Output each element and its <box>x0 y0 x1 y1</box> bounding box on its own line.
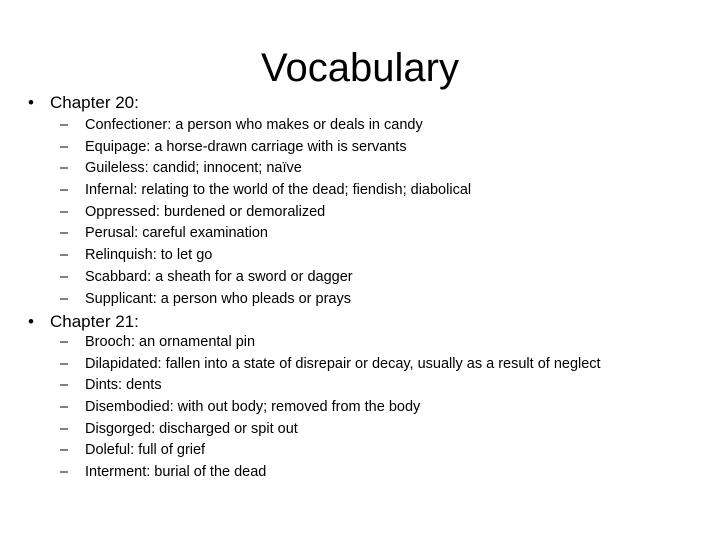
list-item-text: Scabbard: a sheath for a sword or dagger <box>85 268 353 285</box>
list-item <box>60 332 601 354</box>
list-item-text: Infernal: relating to the world of the dead; fiendish; diabolical <box>85 182 472 199</box>
dash-icon: – <box>60 203 69 220</box>
list-item <box>60 202 471 224</box>
bullet-icon: • <box>28 312 34 331</box>
list-item-text: Doleful: full of grief <box>85 442 206 459</box>
list-item <box>60 397 601 419</box>
list-item <box>60 180 471 202</box>
list-item-text: Dilapidated: fallen into a state of disrepair or decay, usually as a result of neglect <box>85 355 601 372</box>
list-item <box>60 115 471 137</box>
chapter-heading <box>28 92 139 114</box>
dash-icon: – <box>60 377 69 394</box>
list-item-text: Oppressed: burdened or demoralized <box>85 203 326 220</box>
list-item <box>60 137 471 159</box>
vocabulary-list <box>60 115 471 310</box>
list-item <box>60 158 471 180</box>
dash-icon: – <box>60 464 69 481</box>
list-item-text: Disembodied: with out body; removed from the body <box>85 399 421 416</box>
bullet-icon: • <box>28 93 34 112</box>
chapter-heading-label: Chapter 20: <box>50 93 139 112</box>
list-item-text: Disgorged: discharged or spit out <box>85 420 298 437</box>
dash-icon: – <box>60 334 69 350</box>
dash-icon: – <box>60 160 69 177</box>
dash-icon: – <box>60 399 69 416</box>
list-item <box>60 223 471 245</box>
dash-icon: – <box>60 117 69 133</box>
list-item-text: Supplicant: a person who pleads or prays <box>85 290 351 307</box>
dash-icon: – <box>60 355 69 372</box>
dash-icon: – <box>60 420 69 437</box>
vocabulary-list <box>60 332 601 484</box>
dash-icon: – <box>60 268 69 285</box>
list-item <box>60 440 601 462</box>
dash-icon: – <box>60 138 69 155</box>
list-item <box>60 375 601 397</box>
list-item <box>60 354 601 376</box>
slide-title-text: Vocabulary <box>261 46 459 90</box>
list-item <box>60 245 471 267</box>
list-item-text: Dints: dents <box>85 377 162 394</box>
dash-icon: – <box>60 247 69 264</box>
list-item-text: Relinquish: to let go <box>85 247 213 264</box>
slide-title <box>0 42 720 94</box>
dash-icon: – <box>60 225 69 242</box>
list-item-text: Perusal: careful examination <box>85 225 268 242</box>
dash-icon: – <box>60 290 69 307</box>
list-item <box>60 267 471 289</box>
dash-icon: – <box>60 182 69 199</box>
chapter-heading <box>28 311 139 333</box>
list-item-text: Equipage: a horse-drawn carriage with is servants <box>85 138 407 155</box>
list-item <box>60 289 471 311</box>
list-item <box>60 419 601 441</box>
list-item <box>60 462 601 484</box>
list-item-text: Confectioner: a person who makes or deals in candy <box>85 117 423 133</box>
list-item-text: Guileless: candid; innocent; naïve <box>85 160 302 177</box>
list-item-text: Interment: burial of the dead <box>85 464 267 481</box>
list-item-text: Brooch: an ornamental pin <box>85 334 256 350</box>
chapter-heading-label: Chapter 21: <box>50 312 139 331</box>
dash-icon: – <box>60 442 69 459</box>
